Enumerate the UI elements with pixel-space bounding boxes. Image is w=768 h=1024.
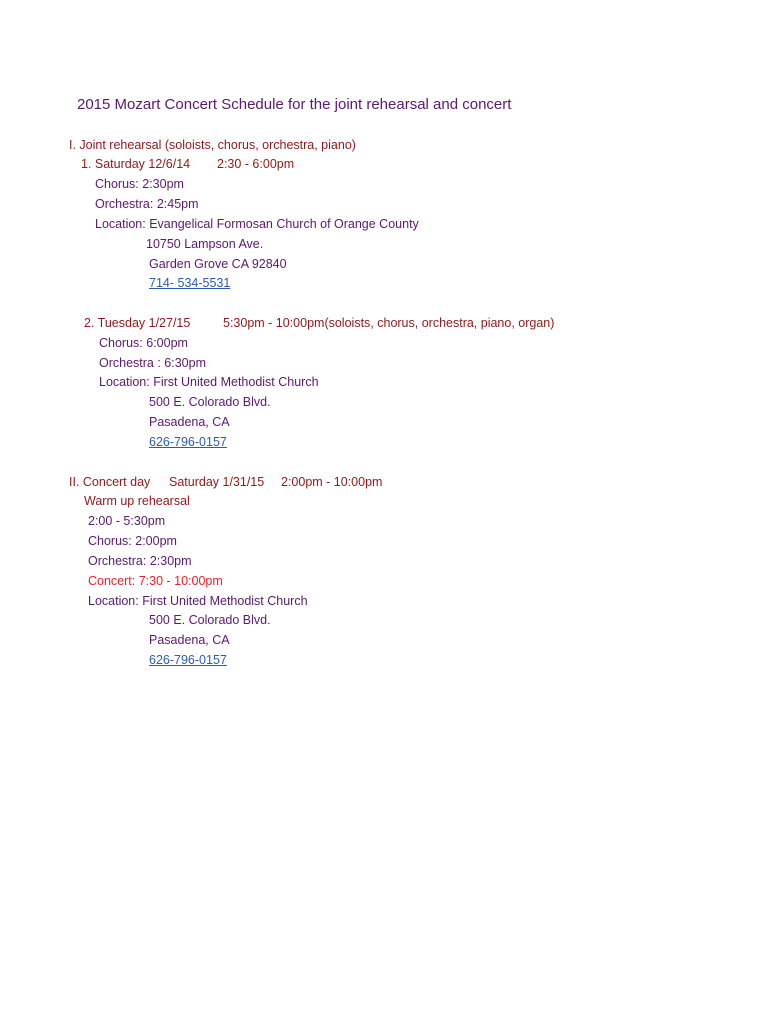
item2-date: 2. Tuesday 1/27/15: [84, 316, 191, 330]
item2-chorus: Chorus: 6:00pm: [99, 336, 188, 350]
section2-date: Saturday 1/31/15: [169, 475, 265, 489]
item2-time: 5:30pm - 10:00pm(soloists, chorus, orchestra, piano, organ): [223, 316, 555, 330]
section2-time: 2:00pm - 10:00pm: [281, 475, 383, 489]
section2-location: Location: First United Methodist Church: [88, 594, 308, 608]
section2-orchestra: Orchestra: 2:30pm: [88, 554, 192, 568]
item1-chorus: Chorus: 2:30pm: [95, 177, 184, 191]
item2-address1: 500 E. Colorado Blvd.: [149, 395, 271, 409]
item2-orchestra: Orchestra : 6:30pm: [99, 356, 206, 370]
warmup-heading: Warm up rehearsal: [84, 494, 190, 508]
section1-heading: I. Joint rehearsal (soloists, chorus, orchestra, piano): [69, 138, 356, 152]
section2-phone-link[interactable]: 626-796-0157: [149, 653, 227, 667]
item2-phone-link[interactable]: 626-796-0157: [149, 435, 227, 449]
concert-time: Concert: 7:30 - 10:00pm: [88, 574, 223, 588]
section2-address1: 500 E. Colorado Blvd.: [149, 613, 271, 627]
warmup-time: 2:00 - 5:30pm: [88, 514, 166, 528]
item2-location: Location: First United Methodist Church: [99, 375, 319, 389]
item1-time: 2:30 - 6:00pm: [217, 157, 295, 171]
item2-address2: Pasadena, CA: [149, 415, 230, 429]
section2-chorus: Chorus: 2:00pm: [88, 534, 177, 548]
item1-address2: Garden Grove CA 92840: [149, 257, 287, 271]
section2-address2: Pasadena, CA: [149, 633, 230, 647]
section2-heading: II. Concert day: [69, 475, 151, 489]
page-title: 2015 Mozart Concert Schedule for the joint rehearsal and concert: [77, 96, 512, 113]
item1-location: Location: Evangelical Formosan Church of Orange County: [95, 217, 419, 231]
item1-phone-link[interactable]: 714- 534-5531: [149, 276, 231, 290]
item1-date: 1. Saturday 12/6/14: [81, 157, 191, 171]
item1-orchestra: Orchestra: 2:45pm: [95, 197, 199, 211]
item1-address1: 10750 Lampson Ave.: [146, 237, 264, 251]
